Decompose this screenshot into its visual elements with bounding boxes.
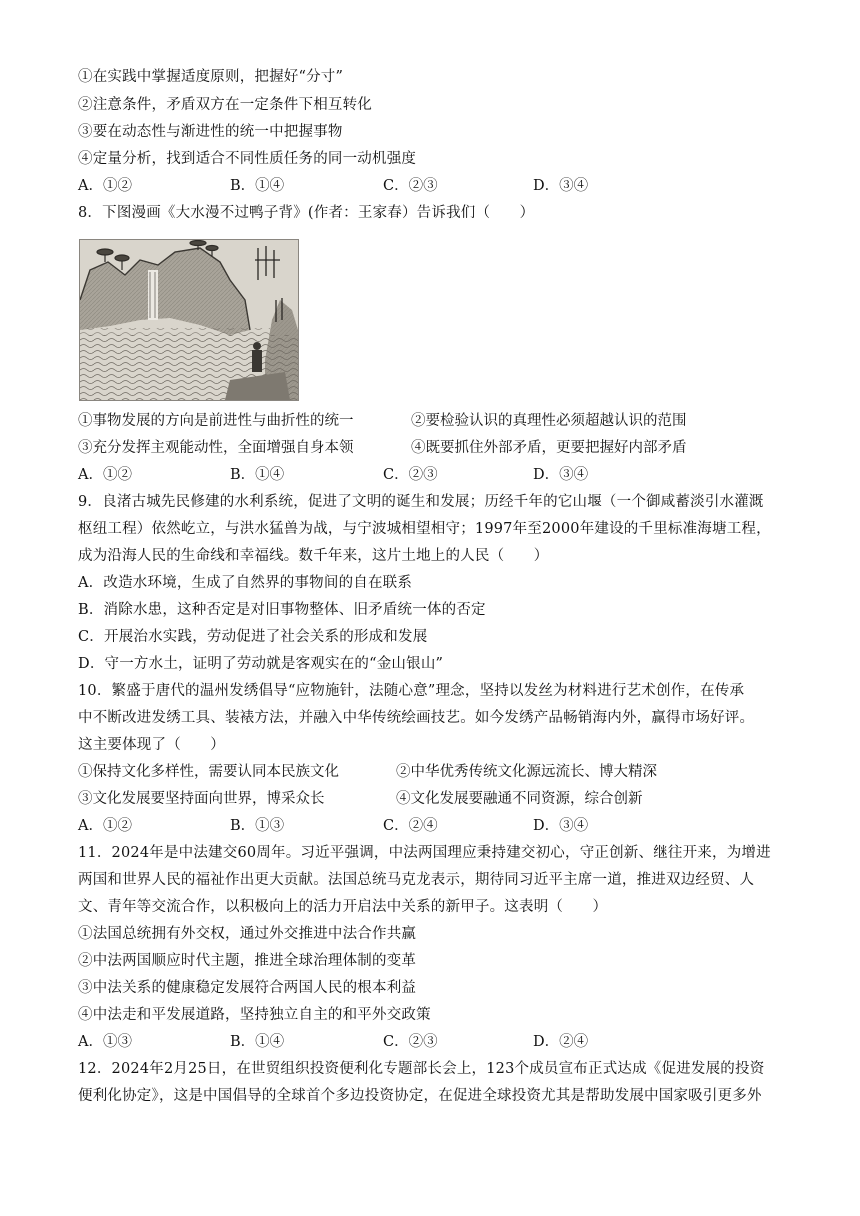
q12-stem-line-1: 12．2024年2月25日，在世贸组织投资便利化专题部长会上，123个成员宣布正式达成《促进发展的投资 — [78, 1061, 765, 1077]
q8-statements-row-1 — [78, 411, 798, 431]
q10-statement-4: ④文化发展要融通不同资源，综合创新 — [396, 791, 643, 807]
q11-option-a[interactable]: A．①③ — [78, 1034, 132, 1050]
q8-statement-3: ③充分发挥主观能动性，全面增强自身本领 — [78, 440, 354, 456]
q8-option-a[interactable]: A．①② — [78, 467, 132, 483]
q10-option-a[interactable]: A．①② — [78, 818, 132, 834]
q9-stem-line-1: 9．良渚古城先民修建的水利系统，促进了文明的诞生和发展；历经千年的它山堰（一个御咸蓄淡引水灌溉 — [78, 494, 764, 510]
q8-option-b[interactable]: B．①④ — [230, 467, 285, 483]
q8-options — [78, 465, 778, 485]
q11-option-b[interactable]: B．①④ — [230, 1034, 285, 1050]
q10-stem-line-2: 中不断改进发绣工具、装裱方法，并融入中华传统绘画技艺。如今发绣产品畅销海内外，赢得市场好评。 — [78, 710, 755, 726]
q10-options — [78, 816, 778, 836]
q11-stem-line-2: 两国和世界人民的福祉作出更大贡献。法国总统马克龙表示，期待同习近平主席一道，推进双边经贸、人 — [78, 872, 755, 888]
q9-option-c[interactable]: C．开展治水实践，劳动促进了社会关系的形成和发展 — [78, 629, 428, 645]
q10-stem-line-1: 10．繁盛于唐代的温州发绣倡导“应物施针，法随心意”理念，坚持以发丝为材料进行艺术创作，在传承 — [78, 683, 745, 699]
q9-stem-line-2: 枢纽工程）依然屹立，与洪水猛兽为战，与宁波城相望相守；1997年至2000年建设的千里标准海塘工程， — [78, 521, 771, 537]
q11-option-c[interactable]: C．②③ — [383, 1034, 438, 1050]
q11-option-d[interactable]: D．②④ — [533, 1034, 589, 1050]
q10-option-b[interactable]: B．①③ — [230, 818, 285, 834]
q9-option-d[interactable]: D．守一方水土，证明了劳动就是客观实在的“金山银山” — [78, 656, 444, 672]
q8-statement-1: ①事物发展的方向是前进性与曲折性的统一 — [78, 413, 354, 429]
q9-option-a[interactable]: A．改造水环境，生成了自然界的事物间的自在联系 — [78, 575, 413, 591]
q7-option-c[interactable]: C．②③ — [383, 178, 438, 194]
q11-statement-1: ①法国总统拥有外交权，通过外交推进中法合作共赢 — [78, 926, 417, 942]
q7-statement-3: ③要在动态性与渐进性的统一中把握事物 — [78, 124, 343, 140]
q9-option-b[interactable]: B．消除水患，这种否定是对旧事物整体、旧矛盾统一体的否定 — [78, 602, 486, 618]
q11-statement-4: ④中法走和平发展道路，坚持独立自主的和平外交政策 — [78, 1007, 431, 1023]
q8-statements-row-2 — [78, 438, 798, 458]
q10-option-c[interactable]: C．②④ — [383, 818, 438, 834]
q8-option-d[interactable]: D．③④ — [533, 467, 589, 483]
q8-statement-4: ④既要抓住外部矛盾，更要把握好内部矛盾 — [411, 440, 687, 456]
q7-statement-4: ④定量分析，找到适合不同性质任务的同一动机强度 — [78, 151, 417, 167]
q11-statement-2: ②中法两国顺应时代主题，推进全球治理体制的变革 — [78, 953, 417, 969]
q10-statement-2: ②中华优秀传统文化源远流长、博大精深 — [396, 764, 657, 780]
q10-statements-row-1 — [78, 762, 798, 782]
q7-option-b[interactable]: B．①④ — [230, 178, 285, 194]
q11-options — [78, 1032, 778, 1052]
q11-stem-line-3: 文、青年等交流合作，以积极向上的活力开启法中关系的新甲子。这表明（ ） — [78, 899, 608, 915]
q11-stem-line-1: 11．2024年是中法建交60周年。习近平强调，中法两国理应秉持建交初心，守正创新、继往开来，为增进 — [78, 845, 771, 861]
q8-statement-2: ②要检验认识的真理性必须超越认识的范围 — [411, 413, 687, 429]
q10-statements-row-2 — [78, 789, 798, 809]
q7-statement-1: ①在实践中掌握适度原则，把握好“分寸” — [78, 69, 344, 85]
q12-stem-line-2: 便利化协定》，这是中国倡导的全球首个多边投资协定，在促进全球投资尤其是帮助发展中国家吸引更多外 — [78, 1088, 762, 1104]
q8-option-c[interactable]: C．②③ — [383, 467, 438, 483]
q7-options — [78, 176, 778, 196]
q11-statement-3: ③中法关系的健康稳定发展符合两国人民的根本利益 — [78, 980, 417, 996]
q9-stem-line-3: 成为沿海人民的生命线和幸福线。数千年来，这片土地上的人民（ ） — [78, 548, 549, 564]
cartoon-drawing — [80, 240, 298, 400]
q8-stem: 8．下图漫画《大水漫不过鸭子背》(作者：王家春）告诉我们（ ） — [78, 205, 535, 221]
q7-statement-2: ②注意条件，矛盾双方在一定条件下相互转化 — [78, 97, 372, 113]
q10-option-d[interactable]: D．③④ — [533, 818, 589, 834]
q7-option-a[interactable]: A．①② — [78, 178, 132, 194]
q7-option-d[interactable]: D．③④ — [533, 178, 589, 194]
q10-statement-1: ①保持文化多样性，需要认同本民族文化 — [78, 764, 339, 780]
q10-stem-line-3: 这主要体现了（ ） — [78, 737, 225, 753]
q8-cartoon-image — [79, 239, 299, 401]
q10-statement-3: ③文化发展要坚持面向世界，博采众长 — [78, 791, 325, 807]
